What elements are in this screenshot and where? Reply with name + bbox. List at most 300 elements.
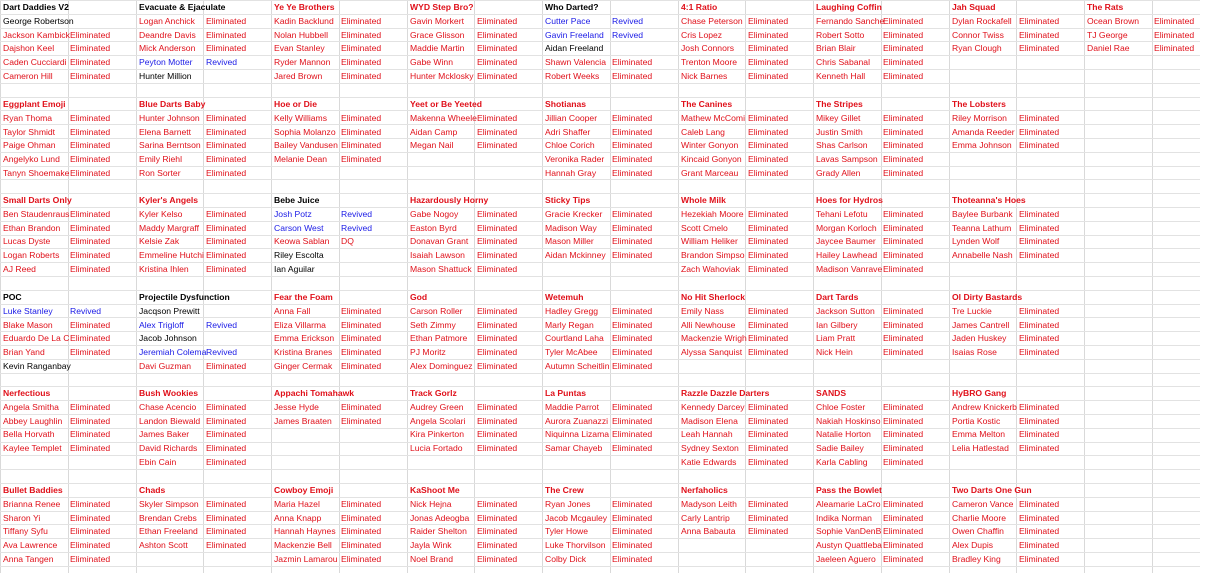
player-status[interactable]: Eliminated (748, 154, 789, 164)
team-name[interactable]: Projectile Dysfunction (139, 292, 230, 302)
player-status[interactable]: Eliminated (70, 250, 111, 260)
player-name[interactable]: Makenna Wheele (410, 113, 477, 123)
player-name[interactable]: Niquinna Lizama (545, 429, 610, 439)
player-name[interactable]: Sophia Molanzo (274, 127, 336, 137)
player-status[interactable]: Eliminated (612, 209, 653, 219)
player-name[interactable]: Ron Sorter (139, 168, 181, 178)
player-name[interactable]: Evan Stanley (274, 43, 325, 53)
player-status[interactable]: Eliminated (206, 540, 247, 550)
player-name[interactable]: Grant Marceau (681, 168, 739, 178)
player-status[interactable]: Eliminated (477, 16, 518, 26)
player-status[interactable]: Eliminated (206, 499, 247, 509)
player-name[interactable]: Ryder Mannon (274, 57, 331, 67)
player-name[interactable]: Abbey Laughlin (3, 416, 63, 426)
player-name[interactable]: Ethan Brandon (3, 223, 61, 233)
player-name[interactable]: Ian Aguilar (274, 264, 315, 274)
player-status[interactable]: Eliminated (70, 526, 111, 536)
player-status[interactable]: Eliminated (748, 16, 789, 26)
player-status[interactable]: Eliminated (1019, 347, 1060, 357)
player-status[interactable]: Eliminated (612, 57, 653, 67)
team-name[interactable]: Ol Dirty Bastards (952, 292, 1023, 302)
player-status[interactable]: Eliminated (748, 43, 789, 53)
player-name[interactable]: Lucas Dyste (3, 236, 51, 246)
player-name[interactable]: Aidan Freeland (545, 43, 604, 53)
player-status[interactable]: Eliminated (341, 499, 382, 509)
player-name[interactable]: Jaeleen Aguero (816, 554, 876, 564)
player-status[interactable]: Eliminated (1019, 333, 1060, 343)
player-status[interactable]: Eliminated (341, 154, 382, 164)
player-status[interactable]: Eliminated (612, 402, 653, 412)
player-status[interactable]: Eliminated (612, 347, 653, 357)
player-name[interactable]: Nakiah Hoskinso (816, 416, 881, 426)
player-status[interactable]: Eliminated (206, 264, 247, 274)
player-status[interactable]: Eliminated (206, 30, 247, 40)
player-status[interactable]: Eliminated (1019, 443, 1060, 453)
player-name[interactable]: Maddy Margraff (139, 223, 200, 233)
player-name[interactable]: Katie Edwards (681, 457, 737, 467)
player-status[interactable]: Eliminated (70, 402, 111, 412)
player-status[interactable]: Eliminated (748, 416, 789, 426)
player-name[interactable]: Cris Lopez (681, 30, 723, 40)
player-name[interactable]: Owen Chaffin (952, 526, 1004, 536)
player-status[interactable]: Eliminated (206, 361, 247, 371)
player-name[interactable]: Teanna Lathum (952, 223, 1012, 233)
player-name[interactable]: Maddie Martin (410, 43, 465, 53)
player-name[interactable]: Seth Zimmy (410, 320, 456, 330)
player-name[interactable]: Jackson Sutton (816, 306, 875, 316)
team-name[interactable]: WYD Step Bro? (410, 2, 474, 12)
player-status[interactable]: Eliminated (206, 127, 247, 137)
team-name[interactable]: Ye Ye Brothers (274, 2, 335, 12)
player-status[interactable]: Eliminated (70, 513, 111, 523)
player-status[interactable]: Eliminated (612, 554, 653, 564)
player-status[interactable]: Eliminated (341, 30, 382, 40)
player-name[interactable]: Hannah Haynes (274, 526, 336, 536)
player-status[interactable]: Eliminated (1154, 30, 1195, 40)
player-name[interactable]: Winter Gonyon (681, 140, 739, 150)
player-name[interactable]: Ryan Clough (952, 43, 1002, 53)
team-name[interactable]: Two Darts One Gun (952, 485, 1032, 495)
player-status[interactable]: Eliminated (883, 554, 924, 564)
team-name[interactable]: Hazardously Horny (410, 195, 489, 205)
player-name[interactable]: Kelly Williams (274, 113, 327, 123)
team-name[interactable]: La Puntas (545, 388, 587, 398)
player-name[interactable]: Hezekiah Moore (681, 209, 744, 219)
player-name[interactable]: Gavin Freeland (545, 30, 604, 40)
player-status[interactable]: Eliminated (748, 306, 789, 316)
player-status[interactable]: Eliminated (206, 236, 247, 246)
player-status[interactable]: Eliminated (206, 513, 247, 523)
player-name[interactable]: Jared Brown (274, 71, 323, 81)
player-name[interactable]: Carly Lantrip (681, 513, 730, 523)
player-name[interactable]: Gracie Krecker (545, 209, 603, 219)
player-name[interactable]: Tanyn Shoemake (3, 168, 70, 178)
player-status[interactable]: Eliminated (477, 513, 518, 523)
player-status[interactable]: Eliminated (477, 347, 518, 357)
player-name[interactable]: Luke Thorvilson (545, 540, 606, 550)
player-name[interactable]: Courtland Laha (545, 333, 604, 343)
player-status[interactable]: Eliminated (70, 540, 111, 550)
player-status[interactable]: Eliminated (206, 113, 247, 123)
player-name[interactable]: Zach Wahoviak (681, 264, 740, 274)
player-name[interactable]: Sarina Berntson (139, 140, 201, 150)
player-name[interactable]: Autumn Scheitlin (545, 361, 610, 371)
player-name[interactable]: Paige Ohman (3, 140, 56, 150)
player-name[interactable]: Mason Miller (545, 236, 594, 246)
player-status[interactable]: Eliminated (883, 443, 924, 453)
player-name[interactable]: Noel Brand (410, 554, 453, 564)
player-status[interactable]: Eliminated (206, 250, 247, 260)
player-status[interactable]: Eliminated (612, 513, 653, 523)
player-name[interactable]: Kristina Ihlen (139, 264, 189, 274)
team-name[interactable]: Hoe or Die (274, 99, 317, 109)
player-name[interactable]: Natalie Horton (816, 429, 871, 439)
team-name[interactable]: SANDS (816, 388, 847, 398)
player-status[interactable]: Eliminated (612, 499, 653, 509)
player-status[interactable]: Eliminated (883, 223, 924, 233)
player-status[interactable]: Eliminated (1019, 402, 1060, 412)
player-status[interactable]: Eliminated (883, 402, 924, 412)
player-name[interactable]: Gabe Nogoy (410, 209, 459, 219)
team-name[interactable]: Dart Tards (816, 292, 859, 302)
player-name[interactable]: James Cantrell (952, 320, 1010, 330)
player-status[interactable]: Eliminated (206, 526, 247, 536)
team-name[interactable]: Bebe Juice (274, 195, 320, 205)
player-status[interactable]: Eliminated (70, 113, 111, 123)
player-status[interactable]: Eliminated (1019, 223, 1060, 233)
player-name[interactable]: Austyn Quattleba (816, 540, 882, 550)
player-status[interactable]: Eliminated (612, 429, 653, 439)
player-name[interactable]: Jacqson Prewitt (139, 306, 200, 316)
player-name[interactable]: Justin Smith (816, 127, 863, 137)
player-status[interactable]: Eliminated (883, 320, 924, 330)
player-name[interactable]: Adri Shaffer (545, 127, 591, 137)
player-status[interactable]: Eliminated (612, 320, 653, 330)
player-status[interactable]: Eliminated (883, 540, 924, 550)
player-name[interactable]: David Richards (139, 443, 198, 453)
player-status[interactable]: Revived (206, 320, 238, 330)
player-name[interactable]: Liam Pratt (816, 333, 856, 343)
player-status[interactable]: Eliminated (612, 540, 653, 550)
player-name[interactable]: Isaiah Lawson (410, 250, 465, 260)
team-name[interactable]: The Canines (681, 99, 733, 109)
team-name[interactable]: Pass the Bowlet (816, 485, 882, 495)
player-name[interactable]: Marly Regan (545, 320, 594, 330)
player-name[interactable]: Raider Shelton (410, 526, 467, 536)
player-status[interactable]: Eliminated (1019, 127, 1060, 137)
player-status[interactable]: Eliminated (477, 554, 518, 564)
player-status[interactable]: Eliminated (477, 443, 518, 453)
player-name[interactable]: Riley Escolta (274, 250, 324, 260)
team-name[interactable]: The Rats (1087, 2, 1124, 12)
player-name[interactable]: Nolan Hubbell (274, 30, 328, 40)
player-name[interactable]: Annabelle Nash (952, 250, 1013, 260)
player-name[interactable]: Chase Acencio (139, 402, 197, 412)
player-name[interactable]: Tyler Howe (545, 526, 588, 536)
player-name[interactable]: Eliza Villarma (274, 320, 326, 330)
player-name[interactable]: Indika Norman (816, 513, 872, 523)
player-name[interactable]: Veronika Rader (545, 154, 605, 164)
team-name[interactable]: Yeet or Be Yeeted (410, 99, 482, 109)
team-name[interactable]: HyBRO Gang (952, 388, 1007, 398)
player-status[interactable]: Eliminated (1019, 320, 1060, 330)
player-status[interactable]: Eliminated (477, 333, 518, 343)
player-name[interactable]: Alex Trigloff (139, 320, 184, 330)
player-status[interactable]: Eliminated (70, 209, 111, 219)
player-status[interactable]: Eliminated (883, 57, 924, 67)
player-name[interactable]: Nick Hein (816, 347, 853, 357)
player-status[interactable]: Eliminated (477, 361, 518, 371)
player-status[interactable]: Eliminated (477, 71, 518, 81)
player-status[interactable]: Eliminated (477, 113, 518, 123)
player-name[interactable]: Megan Nail (410, 140, 454, 150)
player-status[interactable]: Revived (612, 16, 644, 26)
player-name[interactable]: Kenneth Hall (816, 71, 866, 81)
player-status[interactable]: Eliminated (206, 416, 247, 426)
player-status[interactable]: Eliminated (748, 526, 789, 536)
player-status[interactable]: Eliminated (70, 57, 111, 67)
player-name[interactable]: James Braaten (274, 416, 332, 426)
team-name[interactable]: The Stripes (816, 99, 863, 109)
player-status[interactable]: Eliminated (341, 71, 382, 81)
player-status[interactable]: Eliminated (883, 513, 924, 523)
team-name[interactable]: 4:1 Ratio (681, 2, 718, 12)
team-name[interactable]: Sticky Tips (545, 195, 591, 205)
player-status[interactable]: Eliminated (1154, 16, 1195, 26)
player-name[interactable]: Gavin Morkert (410, 16, 464, 26)
player-status[interactable]: Eliminated (883, 16, 924, 26)
player-name[interactable]: Caleb Lang (681, 127, 725, 137)
player-name[interactable]: Brandon Simpso (681, 250, 745, 260)
player-status[interactable]: Eliminated (748, 168, 789, 178)
player-name[interactable]: Luke Stanley (3, 306, 53, 316)
player-status[interactable]: Eliminated (883, 429, 924, 439)
player-name[interactable]: Hadley Gregg (545, 306, 599, 316)
player-name[interactable]: Angela Smitha (3, 402, 59, 412)
player-name[interactable]: Gabe Winn (410, 57, 453, 67)
player-name[interactable]: Mason Shattuck (410, 264, 472, 274)
player-status[interactable]: Eliminated (341, 43, 382, 53)
team-name[interactable]: Chads (139, 485, 166, 495)
player-name[interactable]: Ebin Cain (139, 457, 177, 467)
player-name[interactable]: Hunter Johnson (139, 113, 200, 123)
player-status[interactable]: Eliminated (612, 333, 653, 343)
player-status[interactable]: Eliminated (748, 57, 789, 67)
player-name[interactable]: Ava Lawrence (3, 540, 58, 550)
player-name[interactable]: Landon Biewald (139, 416, 201, 426)
player-name[interactable]: Anna Babauta (681, 526, 736, 536)
player-name[interactable]: Davi Guzman (139, 361, 192, 371)
player-status[interactable]: Eliminated (477, 43, 518, 53)
player-status[interactable]: Eliminated (1019, 236, 1060, 246)
player-status[interactable]: Eliminated (477, 140, 518, 150)
player-name[interactable]: Hailey Lawhead (816, 250, 878, 260)
player-status[interactable]: Eliminated (883, 113, 924, 123)
player-name[interactable]: Ocean Brown (1087, 16, 1140, 26)
team-name[interactable]: Dart Daddies V2 (3, 2, 69, 12)
player-status[interactable]: Eliminated (341, 347, 382, 357)
team-name[interactable]: The Lobsters (952, 99, 1006, 109)
player-status[interactable]: Eliminated (206, 457, 247, 467)
player-status[interactable]: Eliminated (748, 457, 789, 467)
player-status[interactable]: Eliminated (341, 513, 382, 523)
player-status[interactable]: Eliminated (748, 113, 789, 123)
player-status[interactable]: Eliminated (70, 30, 111, 40)
player-status[interactable]: Eliminated (206, 209, 247, 219)
player-name[interactable]: Donavan Grant (410, 236, 469, 246)
team-name[interactable]: Bullet Baddies (3, 485, 63, 495)
player-status[interactable]: DQ (341, 236, 354, 246)
player-status[interactable]: Eliminated (341, 320, 382, 330)
player-status[interactable]: Eliminated (70, 416, 111, 426)
player-name[interactable]: James Baker (139, 429, 190, 439)
player-status[interactable]: Eliminated (206, 402, 247, 412)
player-name[interactable]: Jaden Huskey (952, 333, 1007, 343)
player-name[interactable]: AJ Reed (3, 264, 36, 274)
player-status[interactable]: Eliminated (477, 30, 518, 40)
player-status[interactable]: Eliminated (612, 113, 653, 123)
player-status[interactable]: Eliminated (70, 347, 111, 357)
player-status[interactable]: Eliminated (883, 43, 924, 53)
player-name[interactable]: Grady Allen (816, 168, 861, 178)
player-status[interactable]: Eliminated (748, 209, 789, 219)
team-name[interactable]: Nerfectious (3, 388, 51, 398)
player-name[interactable]: Jeremiah Colema (139, 347, 207, 357)
player-name[interactable]: Aidan Mckinney (545, 250, 606, 260)
player-status[interactable]: Eliminated (1019, 250, 1060, 260)
player-status[interactable]: Eliminated (883, 499, 924, 509)
player-name[interactable]: Madison Vanrave (816, 264, 883, 274)
player-name[interactable]: Ethan Freeland (139, 526, 198, 536)
player-status[interactable]: Eliminated (477, 499, 518, 509)
player-name[interactable]: Mick Anderson (139, 43, 196, 53)
player-status[interactable]: Eliminated (883, 209, 924, 219)
player-name[interactable]: Mathew McComi (681, 113, 745, 123)
team-name[interactable]: Whole Milk (681, 195, 726, 205)
player-name[interactable]: Trenton Moore (681, 57, 738, 67)
player-name[interactable]: Jesse Hyde (274, 402, 319, 412)
player-name[interactable]: Jaycee Baumer (816, 236, 876, 246)
player-status[interactable]: Eliminated (748, 127, 789, 137)
team-name[interactable]: Fear the Foam (274, 292, 333, 302)
player-status[interactable]: Eliminated (70, 554, 111, 564)
player-status[interactable]: Eliminated (341, 540, 382, 550)
player-status[interactable]: Eliminated (1019, 209, 1060, 219)
player-name[interactable]: Carson West (274, 223, 324, 233)
player-status[interactable]: Eliminated (70, 223, 111, 233)
player-status[interactable]: Eliminated (748, 513, 789, 523)
player-status[interactable]: Eliminated (206, 443, 247, 453)
player-name[interactable]: Logan Roberts (3, 250, 60, 260)
player-status[interactable]: Eliminated (612, 127, 653, 137)
player-name[interactable]: Daniel Rae (1087, 43, 1130, 53)
player-name[interactable]: Aleamarie LaCro (816, 499, 881, 509)
player-status[interactable]: Eliminated (477, 127, 518, 137)
player-status[interactable]: Eliminated (70, 71, 111, 81)
player-status[interactable]: Eliminated (1019, 16, 1060, 26)
player-name[interactable]: Brian Yand (3, 347, 45, 357)
team-name[interactable]: Shotianas (545, 99, 587, 109)
player-status[interactable]: Eliminated (748, 499, 789, 509)
player-status[interactable]: Revived (341, 223, 373, 233)
player-name[interactable]: Maddie Parrot (545, 402, 599, 412)
player-name[interactable]: Logan Anchick (139, 16, 195, 26)
player-status[interactable]: Eliminated (70, 168, 111, 178)
player-name[interactable]: Alli Newhouse (681, 320, 736, 330)
player-name[interactable]: Nick Hejna (410, 499, 452, 509)
player-status[interactable]: Eliminated (70, 320, 111, 330)
player-name[interactable]: Anna Knapp (274, 513, 322, 523)
player-status[interactable]: Eliminated (883, 250, 924, 260)
player-name[interactable]: Samar Chayeb (545, 443, 603, 453)
player-name[interactable]: Mackenzie Wrigh (681, 333, 747, 343)
player-name[interactable]: Hunter Million (139, 71, 192, 81)
player-status[interactable]: Eliminated (1019, 429, 1060, 439)
team-name[interactable]: Cowboy Emoji (274, 485, 334, 495)
player-status[interactable]: Revived (206, 347, 238, 357)
player-status[interactable]: Eliminated (883, 127, 924, 137)
player-name[interactable]: Aurora Zuanazzi (545, 416, 609, 426)
player-name[interactable]: Nick Barnes (681, 71, 728, 81)
team-name[interactable]: No Hit Sherlock (681, 292, 745, 302)
player-name[interactable]: Dylan Rockafell (952, 16, 1012, 26)
player-name[interactable]: Hunter Mcklosky (410, 71, 474, 81)
player-status[interactable]: Eliminated (1019, 30, 1060, 40)
player-name[interactable]: Connor Twiss (952, 30, 1004, 40)
player-status[interactable]: Eliminated (883, 333, 924, 343)
player-name[interactable]: Robert Weeks (545, 71, 600, 81)
player-status[interactable]: Eliminated (206, 43, 247, 53)
player-name[interactable]: Jonas Adeogba (410, 513, 470, 523)
player-name[interactable]: Aidan Camp (410, 127, 458, 137)
player-status[interactable]: Eliminated (748, 347, 789, 357)
player-name[interactable]: TJ George (1087, 30, 1128, 40)
player-status[interactable]: Eliminated (1019, 526, 1060, 536)
player-status[interactable]: Eliminated (883, 264, 924, 274)
player-name[interactable]: Fernando Sanche (816, 16, 885, 26)
team-name[interactable]: Blue Darts Baby (139, 99, 206, 109)
player-status[interactable]: Eliminated (883, 306, 924, 316)
team-name[interactable]: POC (3, 292, 22, 302)
player-status[interactable]: Eliminated (477, 526, 518, 536)
player-status[interactable]: Eliminated (1019, 416, 1060, 426)
player-name[interactable]: Hannah Gray (545, 168, 597, 178)
player-name[interactable]: Peyton Motter (139, 57, 193, 67)
player-name[interactable]: Emily Riehl (139, 154, 182, 164)
player-status[interactable]: Eliminated (883, 416, 924, 426)
player-name[interactable]: Deandre Davis (139, 30, 196, 40)
player-status[interactable]: Eliminated (477, 209, 518, 219)
player-name[interactable]: Mikey Gillet (816, 113, 861, 123)
team-name[interactable]: The Crew (545, 485, 584, 495)
player-name[interactable]: Shas Carlson (816, 140, 868, 150)
player-name[interactable]: Anna Fall (274, 306, 311, 316)
player-name[interactable]: Ashton Scott (139, 540, 188, 550)
player-status[interactable]: Eliminated (70, 43, 111, 53)
player-name[interactable]: Ethan Patmore (410, 333, 468, 343)
player-name[interactable]: Taylor Shmidt (3, 127, 56, 137)
player-status[interactable]: Eliminated (206, 16, 247, 26)
player-name[interactable]: Alyssa Sanquist (681, 347, 743, 357)
player-name[interactable]: Carson Roller (410, 306, 463, 316)
player-name[interactable]: Bradley King (952, 554, 1001, 564)
player-status[interactable]: Eliminated (612, 140, 653, 150)
player-name[interactable]: Scott Cmelo (681, 223, 728, 233)
player-status[interactable]: Revived (70, 306, 102, 316)
player-status[interactable]: Revived (206, 57, 238, 67)
player-name[interactable]: Cameron Hill (3, 71, 53, 81)
team-name[interactable]: Kyler's Angels (139, 195, 199, 205)
